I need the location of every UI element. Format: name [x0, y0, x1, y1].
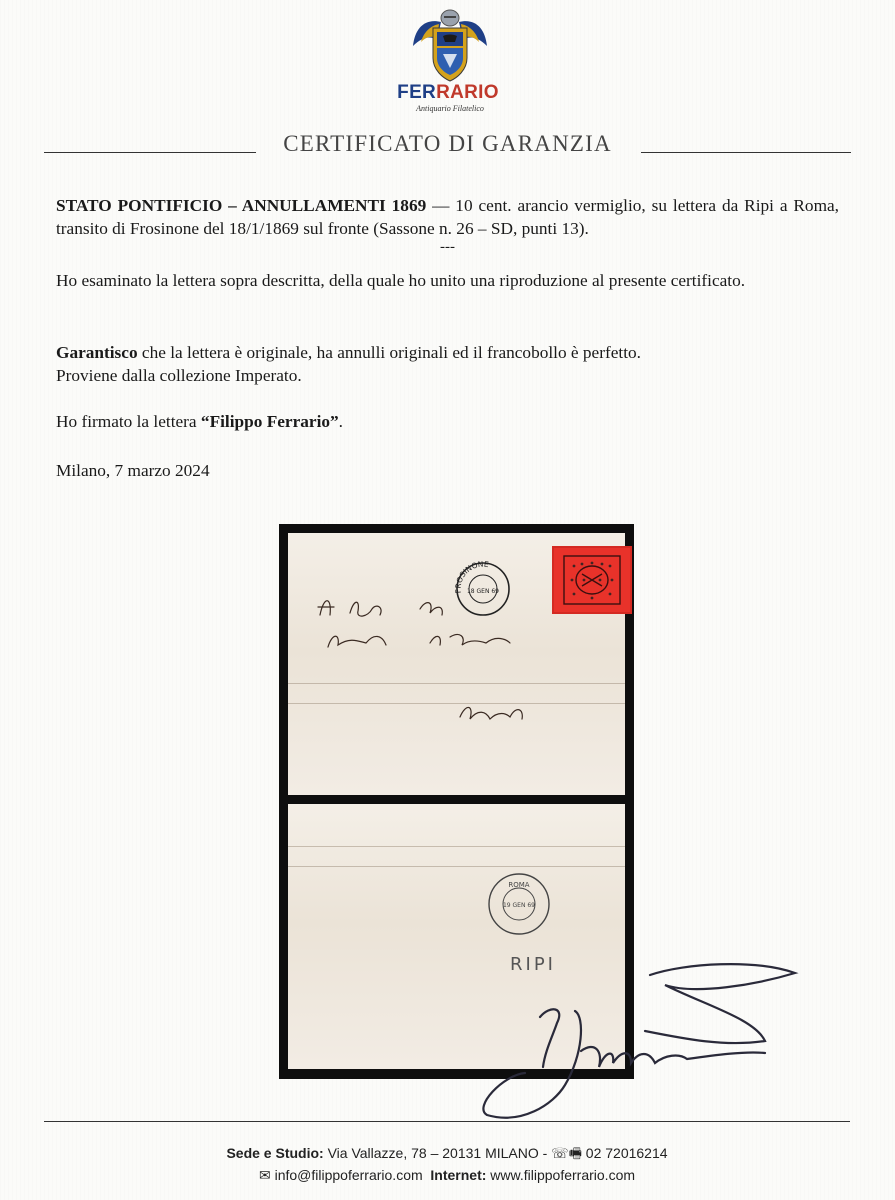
postmark-back-town: ROMA [508, 881, 530, 889]
signature [425, 955, 825, 1130]
brand-name-part2: RARIO [436, 82, 499, 103]
signed-suffix: . [338, 412, 343, 431]
footer-address: Via Vallazze, 78 – 20131 MILANO - ☏🖷 02 72016214 [323, 1145, 668, 1161]
footer-label-internet: Internet: [430, 1167, 487, 1183]
footer-rule [44, 1121, 850, 1122]
footer-label-sede: Sede e Studio: [226, 1145, 324, 1161]
brand-name [393, 82, 503, 104]
envelope-icon: ✉ [258, 1167, 271, 1183]
postmark-front-town: FROSINONE [453, 559, 490, 594]
title-rule-left [44, 152, 256, 153]
roma-postmark [484, 869, 554, 939]
footer-website[interactable]: www.filippoferrario.com [486, 1167, 636, 1183]
handwritten-address [310, 585, 570, 745]
brand-tagline: Antiquario Filatelico [416, 104, 484, 113]
origin-mark: RIPI [510, 954, 556, 975]
certificate-title: CERTIFICATO DI GARANZIA [283, 131, 612, 156]
place-and-date: Milano, 7 marzo 2024 [56, 461, 210, 480]
guarantee-keyword: Garantisco [56, 343, 138, 362]
separator: --- [440, 239, 455, 255]
postmark-back-date: 19 GEN 69 [502, 902, 536, 909]
examined-paragraph: Ho esaminato la lettera sopra descritta, della quale ho unito una riproduzione al presente certificato. [56, 271, 746, 290]
description-heading: STATO PONTIFICIO – ANNULLAMENTI 1869 [56, 196, 427, 215]
footer-email[interactable]: info@filippoferrario.com [270, 1167, 423, 1183]
signed-paragraph [56, 410, 839, 433]
provenance-text: Proviene dalla collezione Imperato. [56, 366, 302, 385]
title-rule-right [641, 152, 851, 153]
fold-line [288, 846, 625, 847]
fold-line [288, 866, 625, 867]
description-text: — 10 cent. arancio vermiglio, su lettera da Ripi a Roma, transito di Frosinone del 18/1/1869 sul fronte (Sassone n. 26 – SD, punti 13). [56, 196, 840, 238]
postmark-front-date: 18 GEN 69 [466, 588, 500, 595]
brand-name-part1: FER [397, 82, 437, 103]
description-paragraph [56, 194, 839, 240]
footer-contact-line [44, 1167, 850, 1184]
signer-name: “Filippo Ferrario” [200, 412, 339, 431]
guarantee-paragraph [56, 341, 839, 387]
signed-prefix: Ho firmato la lettera [56, 412, 201, 431]
guarantee-text: che la lettera è originale, ha annulli originali ed il francobollo è perfetto. [137, 343, 641, 362]
footer-address-line [44, 1143, 850, 1167]
